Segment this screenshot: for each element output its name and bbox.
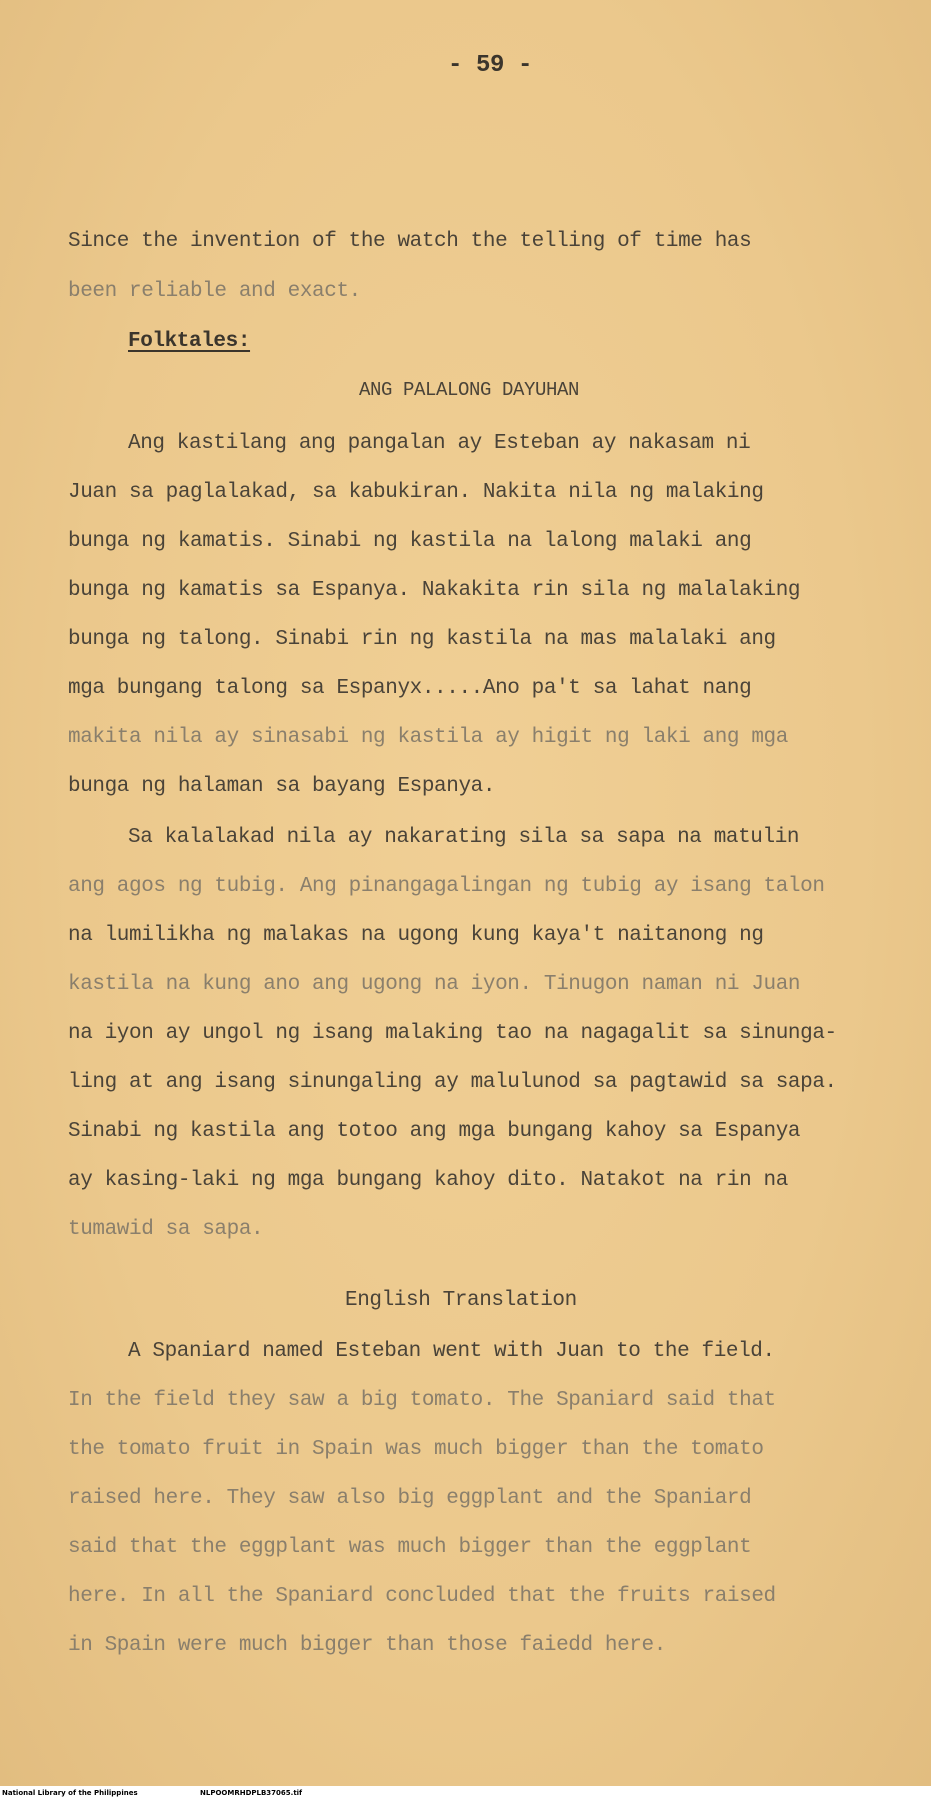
tagalog-line: bunga ng halaman sa bayang Espanya. [68,775,496,798]
story-title: ANG PALALONG DAYUHAN [359,379,580,401]
tagalog-line: bunga ng talong. Sinabi rin ng kastila na mas malalaki ang [68,628,776,651]
english-line: A Spaniard named Esteban went with Juan to the field. [128,1340,775,1363]
tagalog-line: kastila na kung ano ang ugong na iyon. Tinugon naman ni Juan [68,973,801,996]
tagalog-line: ay kasing-laki ng mga bungang kahoy dito. Natakot na rin na [68,1169,788,1192]
tagalog-line: Juan sa paglalakad, sa kabukiran. Nakita nila ng malaking [68,481,764,504]
english-line: here. In all the Spaniard concluded that the fruits raised [68,1585,776,1608]
translation-heading: English Translation [345,1289,577,1312]
english-line: the tomato fruit in Spain was much bigger than the tomato [68,1438,764,1461]
intro-line-2: been reliable and exact. [68,280,361,303]
english-line: raised here. They saw also big eggplant and the Spaniard [68,1487,752,1510]
footer-filename: NLPOOMRHDPLB37065.tif [200,1789,303,1797]
tagalog-line: Sinabi ng kastila ang totoo ang mga bungang kahoy sa Espanya [68,1120,801,1143]
section-heading: Folktales: [128,330,251,353]
tagalog-line: Sa kalalakad nila ay nakarating sila sa sapa na matulin [128,826,800,849]
english-line: in Spain were much bigger than those faiedd here. [68,1634,666,1657]
page-number: - 59 - [448,52,533,79]
tagalog-line: bunga ng kamatis sa Espanya. Nakakita rin sila ng malalaking [68,579,801,602]
tagalog-line: ling at ang isang sinungaling ay malulunod sa pagtawid sa sapa. [68,1071,837,1094]
english-line: In the field they saw a big tomato. The Spaniard said that [68,1389,776,1412]
tagalog-line: na iyon ay ungol ng isang malaking tao na nagagalit sa sinunga- [68,1022,837,1045]
tagalog-line: makita nila ay sinasabi ng kastila ay higit ng laki ang mga [68,726,788,749]
tagalog-line: Ang kastilang ang pangalan ay Esteban ay nakasam ni [128,432,751,455]
tagalog-line: tumawid sa sapa. [68,1218,264,1241]
tagalog-line: ang agos ng tubig. Ang pinangagalingan ng tubig ay isang talon [68,875,825,898]
intro-line-1: Since the invention of the watch the telling of time has [68,230,752,253]
tagalog-line: bunga ng kamatis. Sinabi ng kastila na lalong malaki ang [68,530,752,553]
footer-source: National Library of the Philippines [2,1789,138,1797]
tagalog-line: na lumilikha ng malakas na ugong kung kaya't naitanong ng [68,924,764,947]
scan-footer [0,1786,931,1800]
tagalog-line: mga bungang talong sa Espanyx.....Ano pa't sa lahat nang [68,677,752,700]
english-line: said that the eggplant was much bigger than the eggplant [68,1536,752,1559]
